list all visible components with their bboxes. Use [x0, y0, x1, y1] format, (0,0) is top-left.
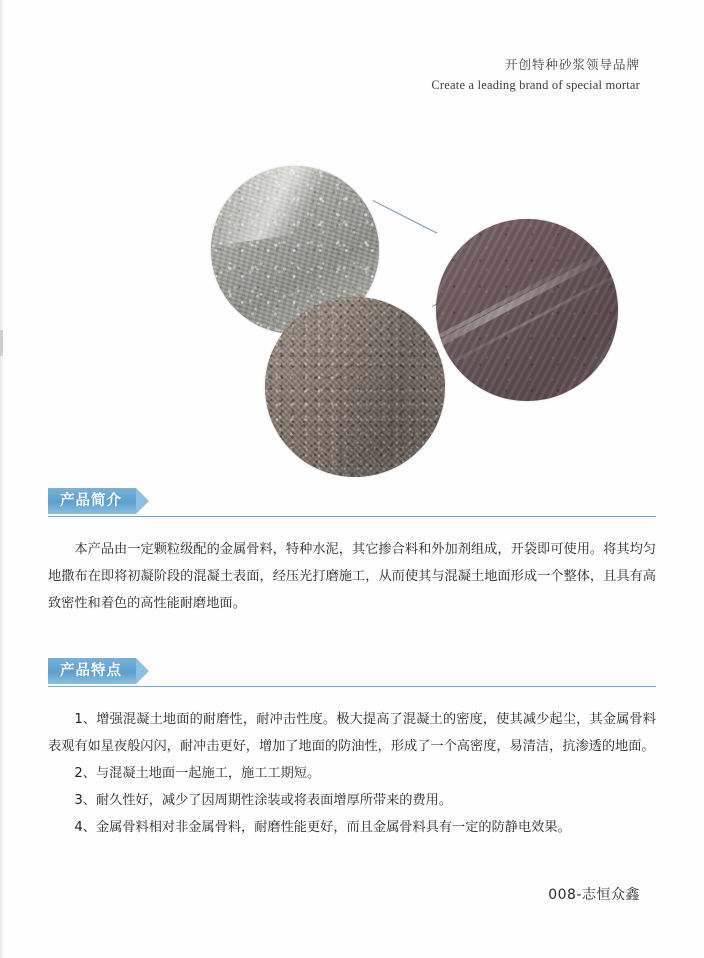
section-intro-tag: 产品简介	[48, 488, 136, 514]
section-features-tag: 产品特点	[48, 658, 136, 684]
feature-item-1: 1、增强混凝土地面的耐磨性，耐冲击性度。极大提高了混凝土的密度，使其减少起尘，其金属骨料表观有如星夜般闪闪，耐冲击更好，增加了地面的防油性，形成了一个高密度，易清洁，抗渗透的地面。	[48, 712, 656, 755]
section-intro-rule	[48, 516, 656, 517]
page-footer-label: 008-志恒众鑫	[548, 887, 640, 903]
feature-item-4: 4、金属骨料相对非金属骨料，耐磨性能更好，而且金属骨料具有一定的防静电效果。	[74, 820, 571, 836]
section-features-rule	[48, 686, 656, 687]
intro-paragraph-1: 本产品由一定颗粒级配的金属骨料，特种水泥，其它掺合料和外加剂组成，开袋即可使用。将其均匀地撒布在即将初凝阶段的混凝土表面，经压光打磨施工，从而使其与混凝土地面形成一个整体，且具有高致密性和着色的高性能耐磨地面。	[48, 542, 656, 612]
connector-line-a-b	[373, 200, 438, 234]
section-intro-body	[48, 536, 656, 617]
photo-brown-metallic-aggregate	[265, 297, 445, 477]
slogan-english: Create a leading brand of special mortar	[431, 78, 640, 93]
photo-cluster	[0, 80, 704, 480]
section-intro-heading	[48, 488, 656, 516]
section-features-heading	[48, 658, 656, 686]
section-features-body	[48, 706, 656, 841]
photo-dark-brown-polished-floor	[436, 219, 618, 401]
feature-item-2: 2、与混凝土地面一起施工，施工工期短。	[74, 766, 321, 782]
feature-item-3: 3、耐久性好，减少了因周期性涂装或将表面增厚所带来的费用。	[74, 793, 453, 809]
photo-c-shading	[337, 297, 445, 477]
photo-b-texture	[436, 219, 618, 401]
section-product-intro	[48, 488, 656, 617]
section-product-features	[48, 658, 656, 841]
slogan-chinese: 开创特种砂浆领导品牌	[504, 57, 640, 72]
